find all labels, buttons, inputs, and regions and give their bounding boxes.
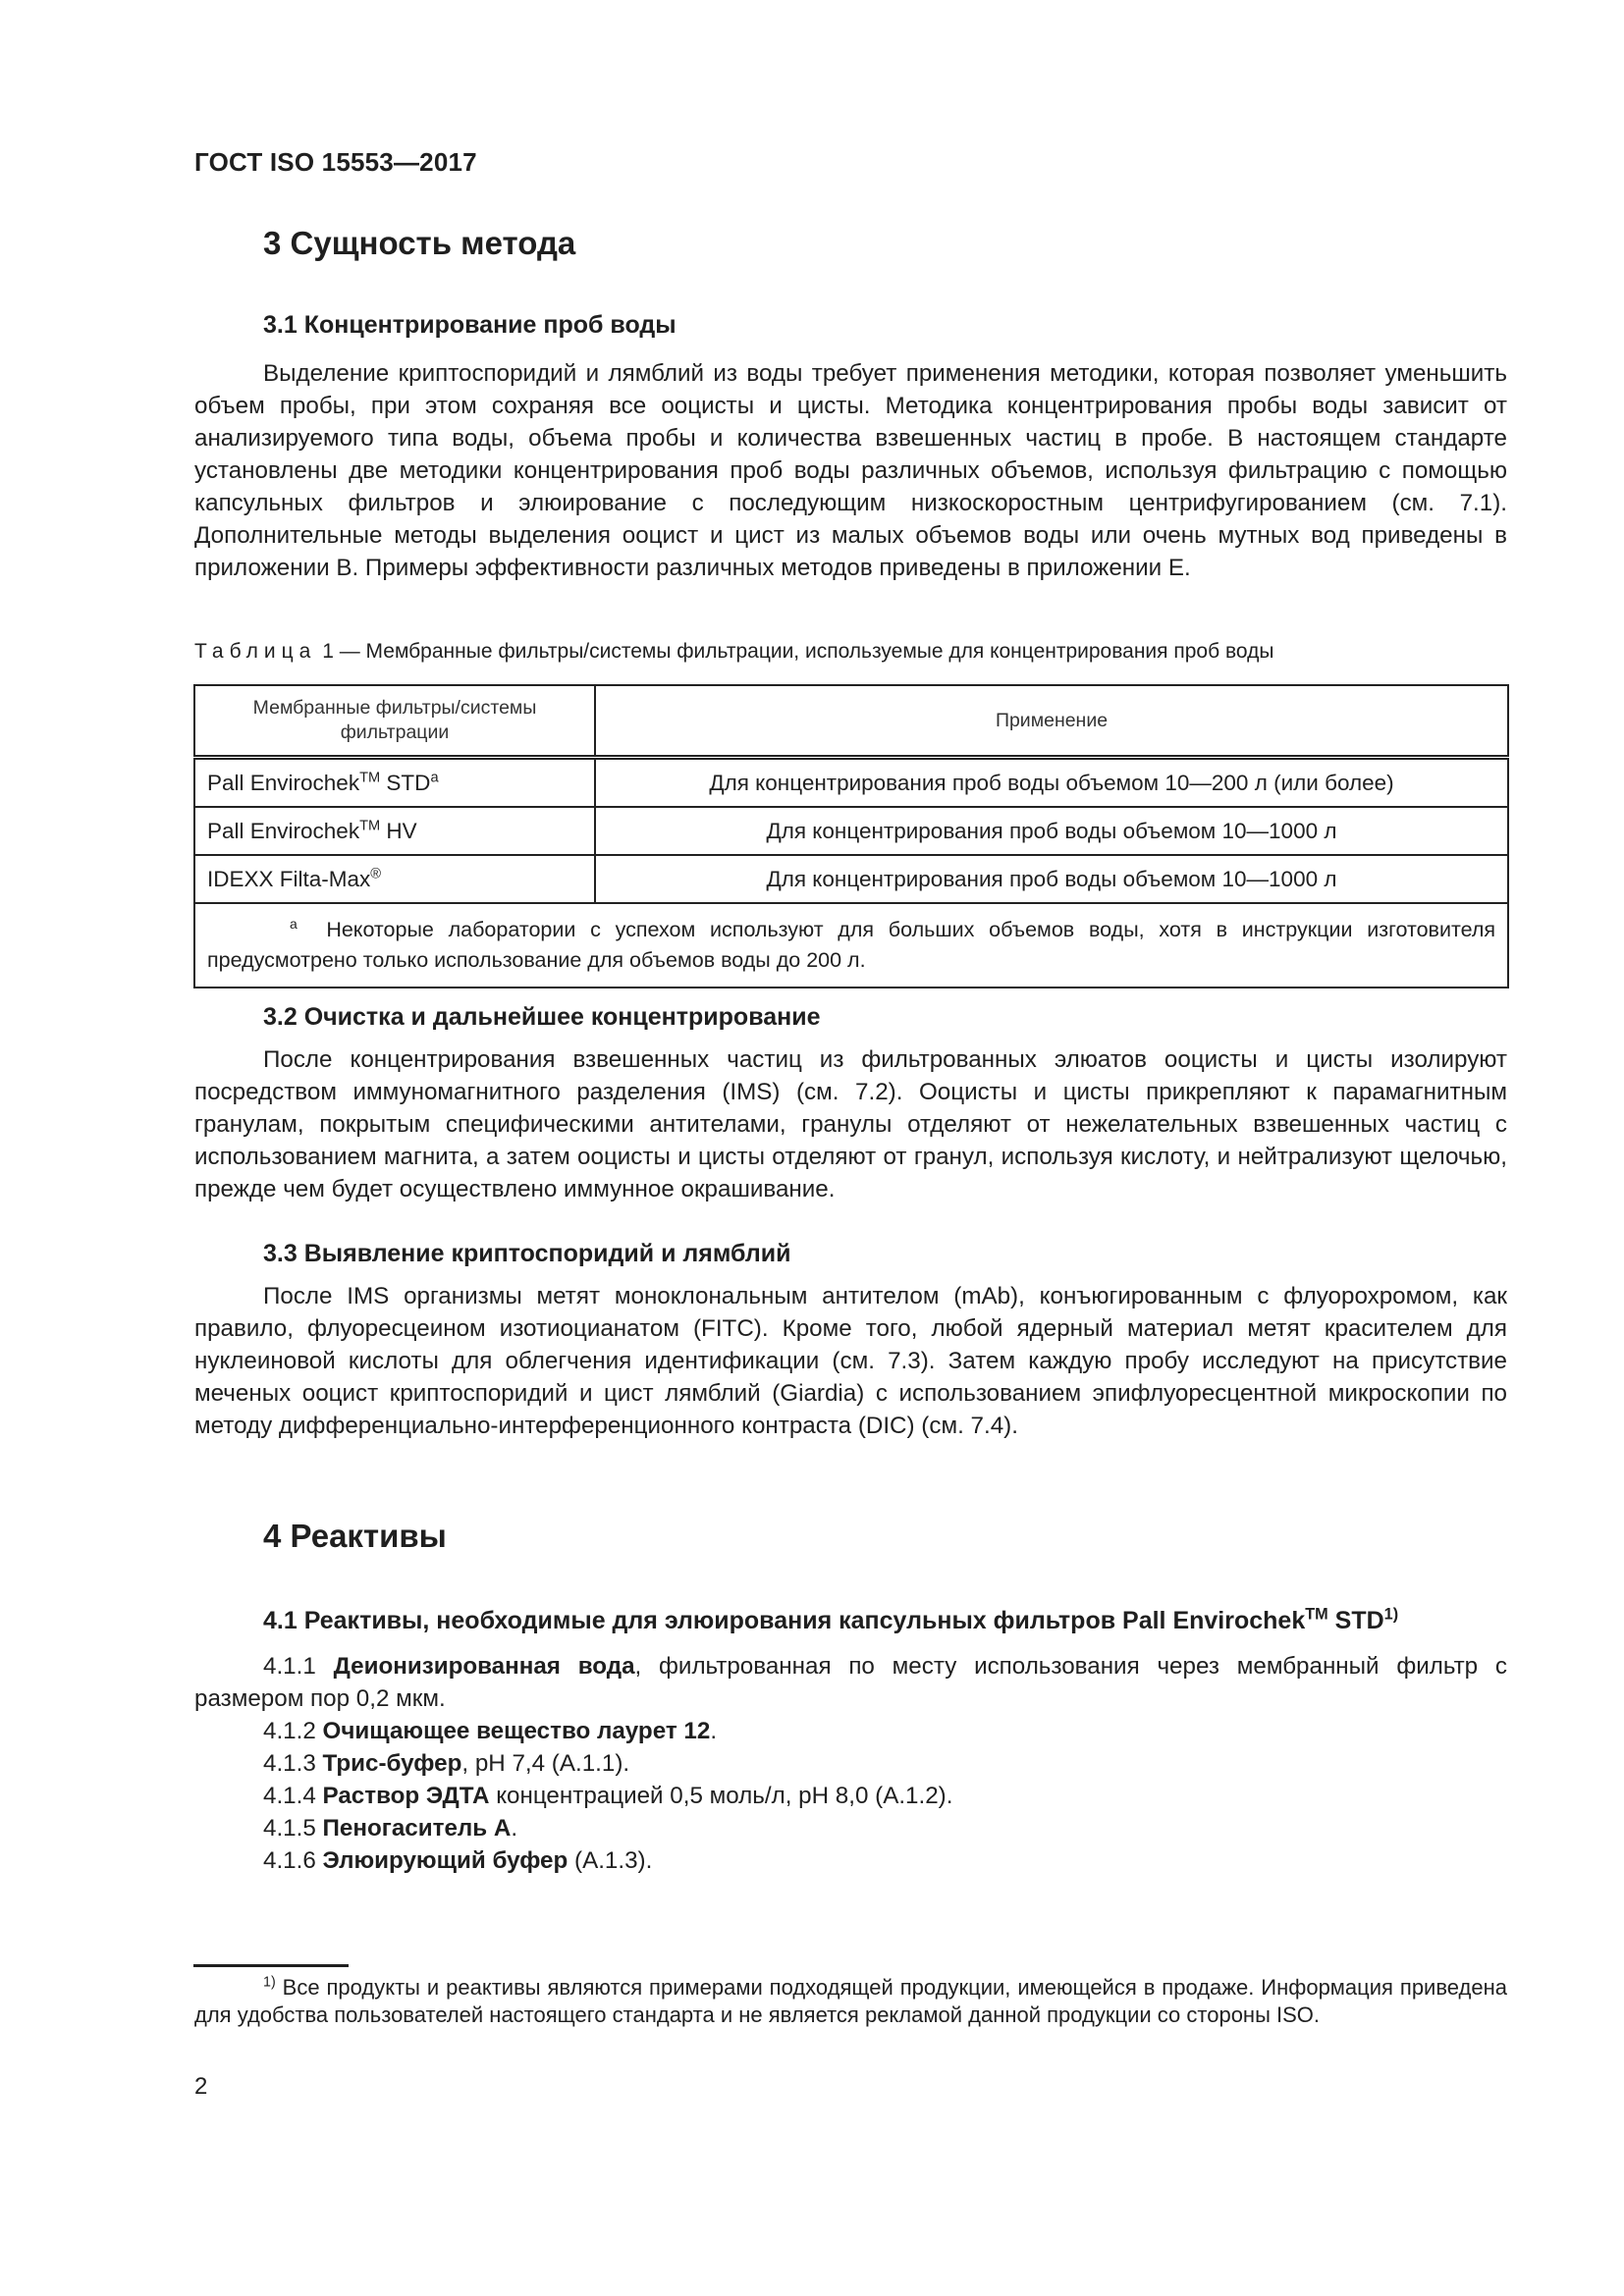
table-row: [194, 758, 1508, 808]
table-1-caption: [194, 640, 1273, 664]
application-cell: Для концентрирования проб воды объемом 10—1000 л: [595, 855, 1508, 903]
page-number: 2: [194, 2073, 208, 2100]
section-3-2-heading: 3.2 Очистка и дальнейшее концентрирование: [263, 1003, 821, 1031]
document-code-header: ГОСТ ISO 15553—2017: [194, 147, 477, 177]
section-3-1-heading: 3.1 Концентрирование проб воды: [263, 311, 677, 339]
footnote-1: [194, 1974, 1507, 2029]
table-row: [194, 807, 1508, 855]
footnote-reference-1: 1): [1383, 1605, 1399, 1624]
section-3-2-paragraph: [194, 1043, 1507, 1205]
table-row: [194, 855, 1508, 903]
item-4-1-6: 4.1.6 Элюирующий буфер (А.1.3).: [263, 1847, 653, 1874]
table-header-row: [194, 685, 1508, 758]
note-marker: a: [290, 915, 298, 932]
item-4-1-3: 4.1.3 Трис-буфер, pH 7,4 (А.1.1).: [263, 1750, 630, 1777]
section-4-heading: 4 Реактивы: [263, 1518, 447, 1554]
section-3-3-paragraph: [194, 1280, 1507, 1442]
table-caption-label: Таблица: [194, 640, 317, 663]
filter-name-cell: IDEXX Filta-Max®: [194, 855, 595, 903]
item-4-1-4: 4.1.4 Раствор ЭДТА концентрацией 0,5 моль/л, pH 8,0 (А.1.2).: [263, 1783, 953, 1809]
footnote-text: Все продукты и реактивы являются примерами подходящей продукции, имеющейся в продаже. Информация приведена для удобства пользователей настоящего стандарта и не является рекламой данной продукции со стороны ISO.: [194, 1975, 1507, 2027]
application-cell: Для концентрирования проб воды объемом 10—200 л (или более): [595, 758, 1508, 808]
table-caption-text: 1 — Мембранные фильтры/системы фильтрации, используемые для концентрирования проб воды: [322, 640, 1274, 663]
section-4-1-heading: 4.1 Реактивы, необходимые для элюирования капсульных фильтров Pall Envirochek™ STD$^{1)}$: [263, 1605, 1399, 1634]
table-note-cell: [194, 903, 1508, 988]
filter-name-cell: Pall Envirochek™ STD$^a$: [194, 758, 595, 808]
section-3-1-text: Выделение криптоспоридий и лямблий из воды требует применения методики, которая позволяет уменьшить объем пробы, при этом сохраняя все ооцисты и цисты. Методика концентрирования пробы воды зависит от анализируемого типа воды, объема пробы и количества взвешенных частиц в пробе. В настоящем стандарте установлены две методики концентрирования проб воды различных объемов, используя фильтрацию с помощью капсульных фильтров и элюирование с последующим низкоскоростным центрифугированием (см. 7.1). Дополнительные методы выделения ооцист и цист из малых объемов воды или очень мутных вод приведены в приложении В. Примеры эффективности различных методов приведены в приложении Е.: [194, 360, 1507, 581]
column-header-filters: Мембранные фильтры/системы фильтрации: [194, 685, 595, 758]
table-note-row: [194, 903, 1508, 988]
footnote-marker: 1): [263, 1974, 276, 1991]
item-4-1-1: 4.1.1 Деионизированная вода, фильтрованная по месту использования через мембранный фильтр с размером пор 0,2 мкм.: [194, 1653, 1507, 1712]
section-3-heading: 3 Сущность метода: [263, 225, 576, 261]
column-header-application: Применение: [595, 685, 1508, 758]
section-3-2-text: После концентрирования взвешенных частиц из фильтрованных элюатов ооцисты и цисты изолируют посредством иммуномагнитного разделения (IMS) (см. 7.2). Ооцисты и цисты прикрепляют к парамагнитным гранулам, покрытым специфическими антителами, гранулы отделяют от нежелательных взвешенных частиц с использованием магнита, а затем ооцисты и цисты отделяют от гранул, используя кислоту, и нейтрализуют щелочью, прежде чем будет осуществлено иммунное окрашивание.: [194, 1046, 1507, 1202]
item-4-1-2: 4.1.2 Очищающее вещество лаурет 12.: [263, 1718, 718, 1744]
section-3-1-paragraph: [194, 357, 1507, 584]
footnote-separator: [193, 1964, 349, 1967]
table-note-text: Некоторые лаборатории с успехом используют для больших объемов воды, хотя в инструкции изготовителя предусмотрено только использование для объемов воды до 200 л.: [207, 918, 1496, 972]
section-3-3-heading: 3.3 Выявление криптоспоридий и лямблий: [263, 1240, 791, 1267]
table-1: [193, 684, 1509, 988]
footnote-marker-a: a: [430, 770, 439, 785]
application-cell: Для концентрирования проб воды объемом 10—1000 л: [595, 807, 1508, 855]
item-4-1-5: 4.1.5 Пеногаситель А.: [263, 1815, 518, 1842]
section-3-3-text: После IMS организмы метят моноклональным антителом (mAb), конъюгированным с флуорохромом, как правило, флуоресцеином изотиоцианатом (FITC). Кроме того, любой ядерный материал метят красителем для нуклеиновой кислоты для облегчения идентификации (см. 7.3). Затем каждую пробу исследуют на присутствие меченых ооцист криптоспоридий и цист лямблий (Giardia) с использованием эпифлуоресцентной микроскопии по методу дифференциально-интерференционного контраста (DIC) (см. 7.4).: [194, 1283, 1507, 1439]
filter-name-cell: Pall Envirochek™ HV: [194, 807, 595, 855]
